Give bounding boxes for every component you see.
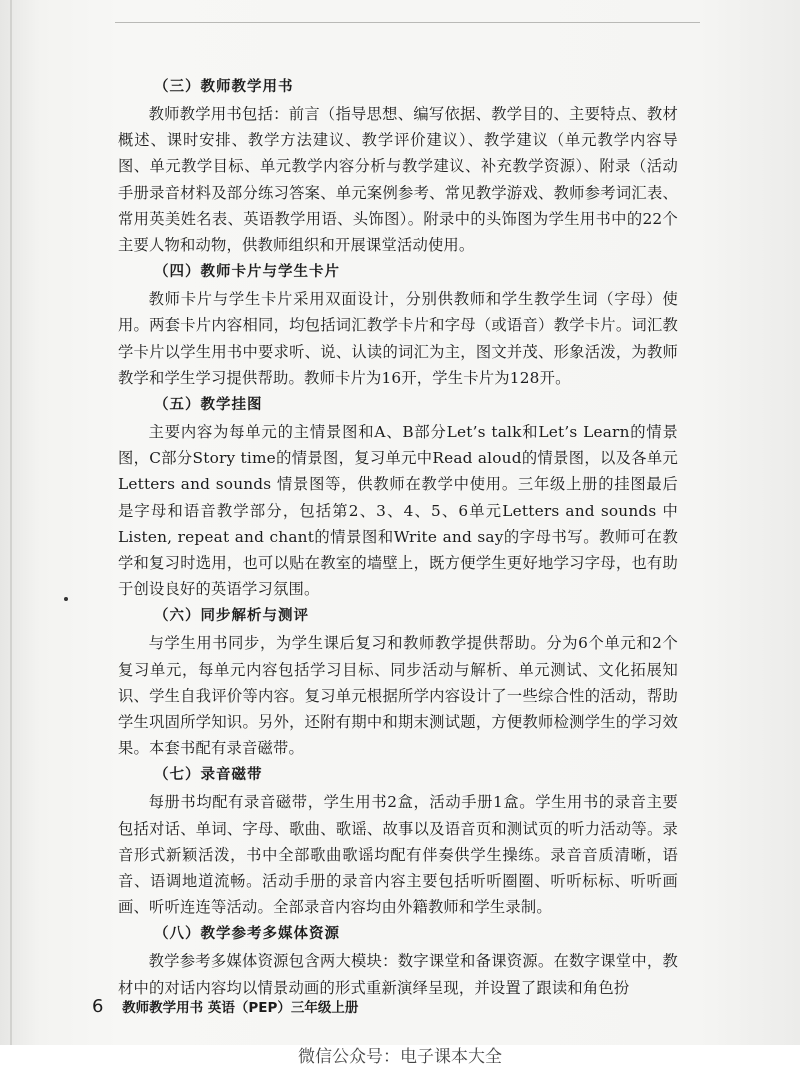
section-paragraph: 与学生用书同步，为学生课后复习和教师教学提供帮助。分为6个单元和2个复习单元，每单元内容包括学习目标、同步活动与解析、单元测试、文化拓展知识、学生自我评价等内容。复习单元根据所学内容设计了一些综合性的活动，帮助学生巩固所学知识。另外，还附有期中和期末测试题，方便教师检测学生的学习效果。本套书配有录音磁带。 <box>118 634 678 758</box>
section-paragraph: 主要内容为每单元的主情景图和A、B部分Let’s talk和Let’s Learn的情景图，C部分Story time的情景图，复习单元中Read aloud的情景图，以及各单元Letters and sounds 情景图等，供教师在教学中使用。三年级上册的挂图最后是字母和语音教学部分，包括第2、3、4、5、6单元Letters and sounds 中Listen, repeat and chant的情景图和Write and say的字母书写。教师可在教学和复习时选用，也可以贴在教室的墙壁上，既方便学生更好地学习字母，也有助于创设良好的英语学习氛围。 <box>118 423 678 599</box>
section-heading: （五）教学挂图 <box>154 396 263 414</box>
watermark-caption: 微信公众号：电子课本大全 <box>0 1045 800 1081</box>
section-heading: （八）教学参考多媒体资源 <box>154 925 340 943</box>
page-number: 6 <box>92 996 104 1017</box>
section-heading: （三）教师教学用书 <box>154 78 294 95</box>
book-title: 教师教学用书 英语（PEP）三年级上册 <box>122 1000 359 1016</box>
section-heading: （六）同步解析与测评 <box>154 607 309 625</box>
page-fold-line <box>10 0 12 1045</box>
section-paragraph: 教学参考多媒体资源包含两大模块：数字课堂和备课资源。在数字课堂中，教材中的对话内容均以情景动画的形式重新演绎呈现，并设置了跟读和角色扮 <box>118 952 678 997</box>
page-footer <box>92 996 358 1017</box>
section-heading: （四）教师卡片与学生卡片 <box>154 263 340 281</box>
page-body <box>118 76 678 1004</box>
section-paragraph: 教师卡片与学生卡片采用双面设计，分别供教师和学生教学生词（字母）使用。两套卡片内容相同，均包括词汇教学卡片和字母（或语音）教学卡片。词汇教学卡片以学生用书中要求听、说、认读的词汇为主，图文并茂、形象活泼，为教师教学和学生学习提供帮助。教师卡片为16开，学生卡片为128开。 <box>118 290 678 387</box>
section-heading: （七）录音磁带 <box>154 766 263 784</box>
section-paragraph: 教师教学用书包括：前言（指导思想、编写依据、教学目的、主要特点、教材概述、课时安排、教学方法建议、教学评价建议）、教学建议（单元教学内容导图、单元教学目标、单元教学内容分析与教学建议、补充教学资源）、附录（活动手册录音材料及部分练习答案、单元案例参考、常见教学游戏、教师参考词汇表、常用英美姓名表、英语教学用语、头饰图）。附录中的头饰图为学生用书中的22个主要人物和动物，供教师组织和开展课堂活动使用。 <box>118 105 678 255</box>
section-paragraph: 每册书均配有录音磁带，学生用书2盒，活动手册1盒。学生用书的录音主要包括对话、单词、字母、歌曲、歌谣、故事以及语音页和测试页的听力活动等。录音形式新颖活泼，书中全部歌曲歌谣均配有伴奏供学生操练。录音音质清晰，语音、语调地道流畅。活动手册的录音内容主要包括听听圈圈、听听标标、听听画画、听听连连等活动。全部录音内容均由外籍教师和学生录制。 <box>118 793 678 917</box>
crop-line <box>115 22 700 23</box>
scan-speck <box>64 597 68 601</box>
